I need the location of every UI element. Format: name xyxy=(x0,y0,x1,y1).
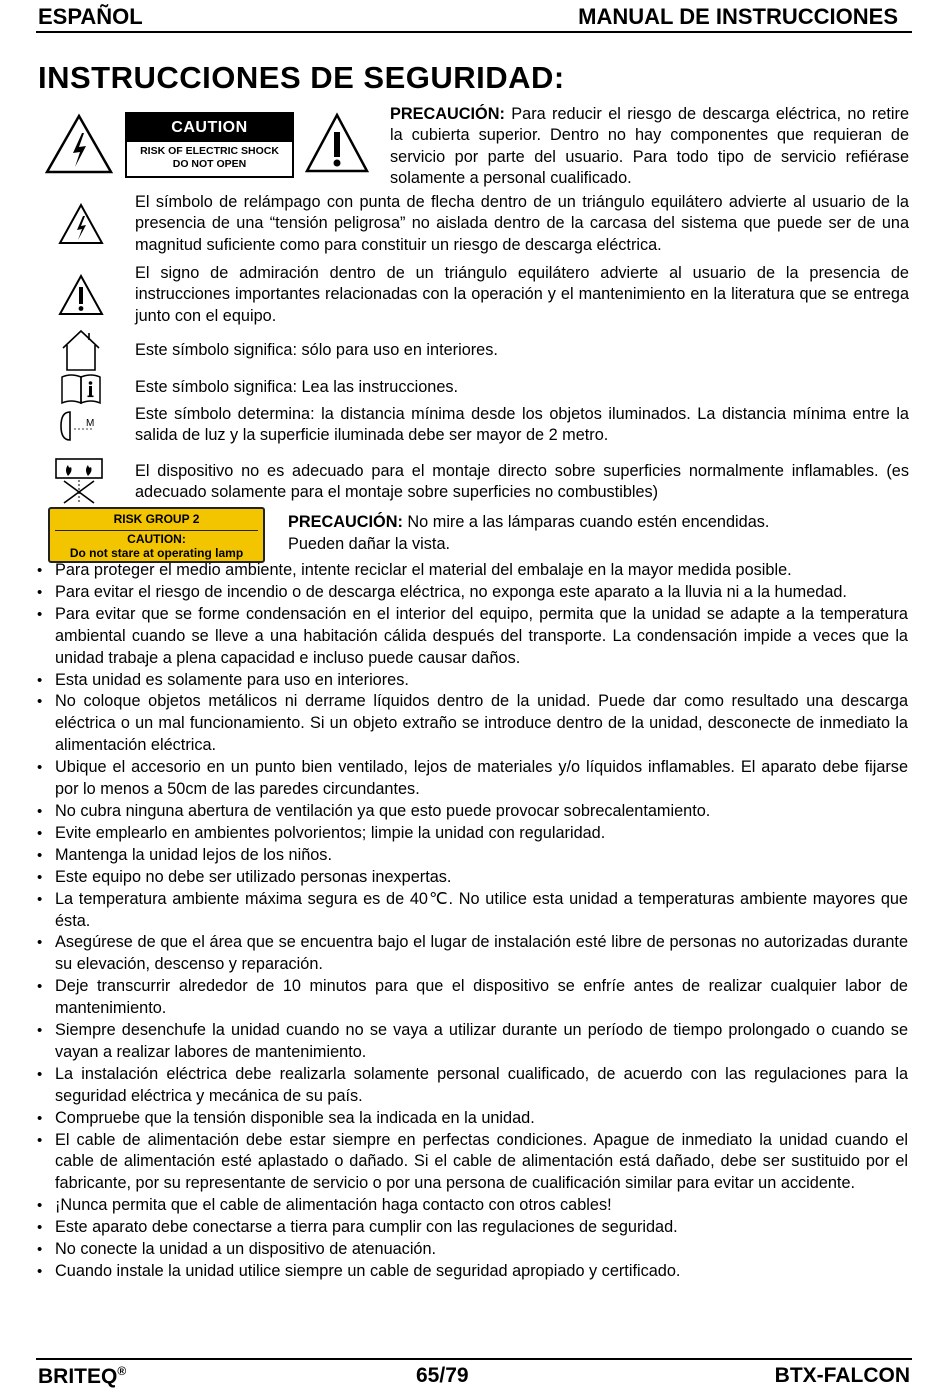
list-item: • El cable de alimentación debe estar siempre en perfectas condiciones. Apague de inmediato la unidad cuando el cable de alimentación esté aplastado o dañado. Si el cable de alimentación está dañado, debe ser sustituido por el fabricante, por su representante de servicio o por una persona de cualificación similar para evitar un accidente. xyxy=(36,1130,908,1196)
caution-label xyxy=(125,112,294,178)
list-item: • Este equipo no debe ser utilizado personas inexpertas. xyxy=(36,867,908,889)
caution-label-line1: RISK OF ELECTRIC SHOCK xyxy=(140,145,279,157)
symbol-distance-text: Este símbolo determina: la distancia mínima desde los objetos iluminados. La distancia mínima entre la salida de luz y la superficie iluminada debe ser mayor de 2 metro. xyxy=(135,405,909,445)
list-item: • Para proteger el medio ambiente, intente reciclar el material del embalaje en la mayor medida posible. xyxy=(36,560,908,582)
header-rule xyxy=(36,31,912,33)
symbol-lightning-text: El símbolo de relámpago con punta de flecha dentro de un triángulo equilátero advierte al usuario de la presencia de una “tensión peligrosa” no aislada dentro de la carcasa del sistema que puede ser de una magnitud suficiente como para constituir un riesgo de descarga eléctrica. xyxy=(135,193,909,254)
footer-page-number: 65/79 xyxy=(416,1364,469,1387)
footer-registered-mark: ® xyxy=(117,1364,127,1378)
caution-label-line2: DO NOT OPEN xyxy=(172,158,247,170)
risk-group-line2: CAUTION: xyxy=(127,532,186,546)
precaution-top-body: Para reducir el riesgo de descarga eléctrica, no retire la cubierta superior. Dentro no hay componentes que requieran de servicio por parte del usuario. Para todo tipo de servicio refiérase solamente a personal cualificado. xyxy=(390,105,909,187)
minimum-distance-icon xyxy=(58,410,104,442)
risk-group-label xyxy=(48,507,265,563)
list-item: • No coloque objetos metálicos ni derrame líquidos dentro de la unidad. Puede dar como resultado una descarga eléctrica o un mal funcionamiento. Si un objeto extraño se introduce dentro de la unidad, desconecte de inmediato la alimentación eléctrica. xyxy=(36,691,908,757)
no-flammable-surface-icon xyxy=(54,457,104,505)
risk-group-line3: Do not stare at operating lamp xyxy=(69,546,244,560)
list-item: • ¡Nunca permita que el cable de alimentación haga contacto con otros cables! xyxy=(36,1195,908,1217)
list-item: • Asegúrese de que el área que se encuentra bajo el lugar de instalación esté libre de personas no autorizadas durante su elevación, descenso y reparación. xyxy=(36,932,908,976)
precaution-lamp-text xyxy=(288,512,908,533)
precaution-top-text xyxy=(390,104,909,189)
footer-brand-name: BRITEQ xyxy=(38,1365,118,1388)
list-item: • La instalación eléctrica debe realizarla solamente personal cualificado, de acuerdo con las regulaciones para la seguridad eléctrica y mecánica de su país. xyxy=(36,1064,908,1108)
caution-label-title: CAUTION xyxy=(127,114,292,142)
exclamation-triangle-icon xyxy=(58,274,104,316)
list-item: • La temperatura ambiente máxima segura es de 40℃. No utilice esta unidad a temperaturas ambiente mayores que ésta. xyxy=(36,889,908,933)
safety-bullet-list xyxy=(36,560,908,1283)
precaution-lamp-bold: PRECAUCIÓN: xyxy=(288,513,403,531)
list-item: • No cubra ninguna abertura de ventilación ya que esto puede provocar sobrecalentamiento. xyxy=(36,801,908,823)
minimum-distance-icon-label: M xyxy=(86,418,95,429)
symbol-flammable-text: El dispositivo no es adecuado para el montaje directo sobre superficies normalmente inflamables. (es adecuado solamente para el montaje sobre superficies no combustibles) xyxy=(135,462,909,502)
list-item: • Evite emplearlo en ambientes polvorientos; limpie la unidad con regularidad. xyxy=(36,823,908,845)
header-language: ESPAÑOL xyxy=(38,4,143,29)
lightning-triangle-icon xyxy=(44,113,114,175)
header-manual-title: MANUAL DE INSTRUCCIONES xyxy=(578,4,898,29)
symbol-instructions-text: Este símbolo significa: Lea las instrucciones. xyxy=(135,378,459,396)
footer-rule xyxy=(36,1358,912,1360)
list-item: • Ubique el accesorio en un punto bien ventilado, lejos de materiales y/o líquidos inflamables. El aparato debe fijarse por lo menos a 50cm de las paredes circundantes. xyxy=(36,757,908,801)
exclamation-triangle-icon xyxy=(304,112,370,174)
page-title: INSTRUCCIONES DE SEGURIDAD: xyxy=(38,60,565,95)
list-item: • Para evitar el riesgo de incendio o de descarga eléctrica, no exponga este aparato a la lluvia ni a la humedad. xyxy=(36,582,908,604)
list-item: • Este aparato debe conectarse a tierra para cumplir con las regulaciones de seguridad. xyxy=(36,1217,908,1239)
precaution-lamp-line2: Pueden dañar la vista. xyxy=(288,535,451,553)
indoor-house-icon xyxy=(60,328,102,372)
minimum-distance-graphic xyxy=(58,410,104,442)
list-item: • Cuando instale la unidad utilice siempre un cable de seguridad apropiado y certificado. xyxy=(36,1261,908,1283)
list-item: • No conecte la unidad a un dispositivo de atenuación. xyxy=(36,1239,908,1261)
symbol-indoor-text: Este símbolo significa: sólo para uso en interiores. xyxy=(135,341,498,359)
list-item: • Siempre desenchufe la unidad cuando no se vaya a utilizar durante un período de tiempo prolongado o cuando se vayan a realizar labores de mantenimiento. xyxy=(36,1020,908,1064)
list-item: • Compruebe que la tensión disponible sea la indicada en la unidad. xyxy=(36,1108,908,1130)
read-instructions-icon xyxy=(60,373,102,405)
precaution-lamp-body: No mire a las lámparas cuando estén encendidas. xyxy=(402,513,770,531)
lightning-triangle-icon xyxy=(58,203,104,245)
symbol-exclamation-text: El signo de admiración dentro de un triángulo equilátero advierte al usuario de la presencia de instrucciones importantes relacionadas con la operación y el mantenimiento en la literatura que se entrega junto con el equipo. xyxy=(135,264,909,325)
list-item: • Esta unidad es solamente para uso en interiores. xyxy=(36,670,908,692)
list-item: • Mantenga la unidad lejos de los niños. xyxy=(36,845,908,867)
risk-group-line1: RISK GROUP 2 xyxy=(113,512,200,526)
list-item: • Deje transcurrir alrededor de 10 minutos para que el dispositivo se enfríe antes de realizar cualquier labor de mantenimiento. xyxy=(36,976,908,1020)
footer-brand xyxy=(38,1364,126,1389)
precaution-top-bold: PRECAUCIÓN: xyxy=(390,105,505,123)
footer-model: BTX-FALCON xyxy=(774,1364,910,1387)
list-item: • Para evitar que se forme condensación en el interior del equipo, permita que la unidad se adapte a la temperatura ambiental cuando se lleve a una habitación cálida después del transporte. La condensación impide a veces que la unidad trabaje a plena capacidad e incluso puede causar daños. xyxy=(36,604,908,670)
